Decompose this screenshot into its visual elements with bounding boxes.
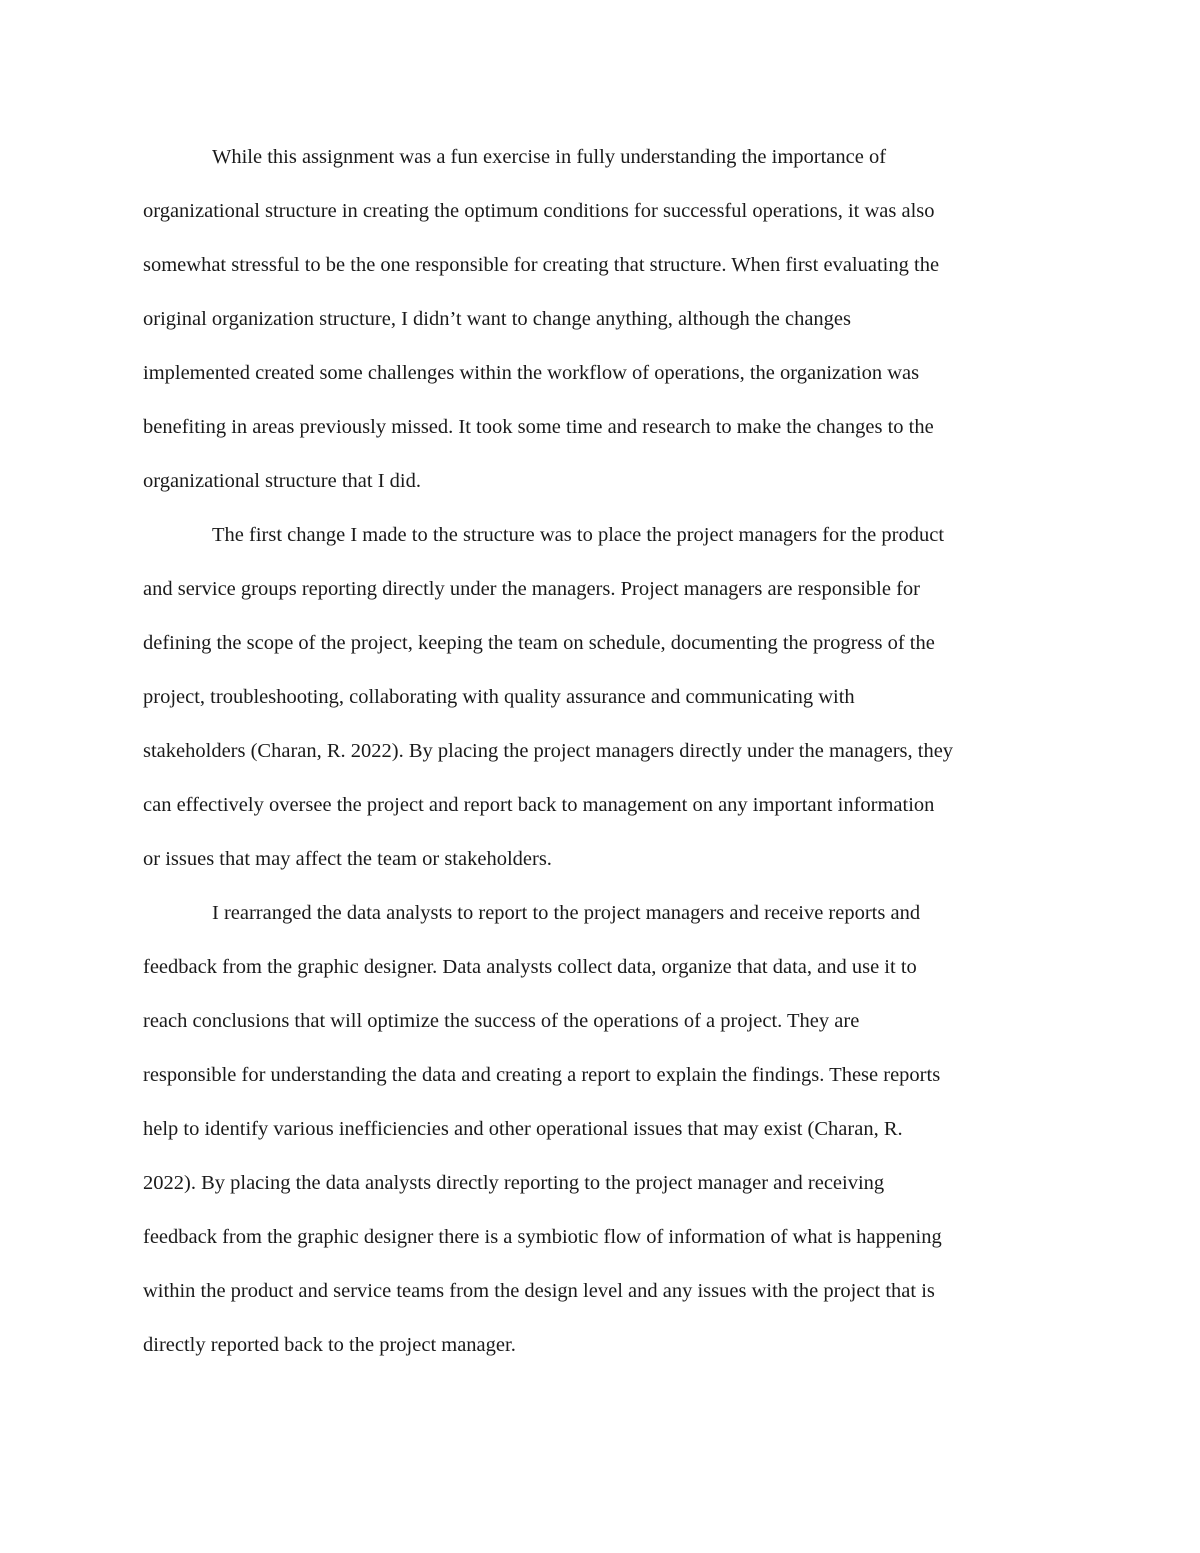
paragraph-line: 2022). By placing the data analysts directly reporting to the project manager and receiving bbox=[143, 1172, 885, 1194]
paragraph-3 bbox=[143, 886, 1073, 1372]
paragraph-1 bbox=[143, 130, 1073, 508]
paragraph-2 bbox=[143, 508, 1073, 886]
paragraph-line: and service groups reporting directly under the managers. Project managers are responsible for bbox=[143, 578, 921, 600]
paragraph-line: benefiting in areas previously missed. It took some time and research to make the changes to the bbox=[143, 416, 934, 438]
paragraph-line: can effectively oversee the project and report back to management on any important information bbox=[143, 794, 935, 816]
paragraph-line: project, troubleshooting, collaborating with quality assurance and communicating with bbox=[143, 686, 855, 708]
paragraph-line: original organization structure, I didn’t want to change anything, although the changes bbox=[143, 308, 852, 330]
paragraph-line: help to identify various inefficiencies and other operational issues that may exist (Charan, R. bbox=[143, 1118, 903, 1140]
paragraph-line: reach conclusions that will optimize the success of the operations of a project. They are bbox=[143, 1010, 860, 1032]
paragraph-line: responsible for understanding the data and creating a report to explain the findings. These reports bbox=[143, 1064, 941, 1086]
paragraph-line: feedback from the graphic designer. Data analysts collect data, organize that data, and use it to bbox=[143, 956, 917, 978]
paragraph-line: The first change I made to the structure was to place the project managers for the product bbox=[212, 524, 945, 546]
paragraph-line: within the product and service teams from the design level and any issues with the project that is bbox=[143, 1280, 935, 1302]
paragraph-line: organizational structure that I did. bbox=[143, 470, 421, 492]
paragraph-line: organizational structure in creating the optimum conditions for successful operations, it was also bbox=[143, 200, 935, 222]
paragraph-line: defining the scope of the project, keeping the team on schedule, documenting the progress of the bbox=[143, 632, 935, 654]
document-body bbox=[143, 130, 1073, 1372]
paragraph-line: directly reported back to the project manager. bbox=[143, 1334, 516, 1356]
paragraph-line: I rearranged the data analysts to report to the project managers and receive reports and bbox=[212, 902, 921, 924]
paragraph-line: somewhat stressful to be the one responsible for creating that structure. When first evaluating the bbox=[143, 254, 940, 276]
paragraph-line: stakeholders (Charan, R. 2022). By placing the project managers directly under the managers, they bbox=[143, 740, 954, 762]
paragraph-line: or issues that may affect the team or stakeholders. bbox=[143, 848, 552, 870]
paragraph-line: implemented created some challenges within the workflow of operations, the organization was bbox=[143, 362, 920, 384]
paragraph-line: feedback from the graphic designer there is a symbiotic flow of information of what is happening bbox=[143, 1226, 942, 1248]
paragraph-line: While this assignment was a fun exercise in fully understanding the importance of bbox=[212, 146, 887, 168]
